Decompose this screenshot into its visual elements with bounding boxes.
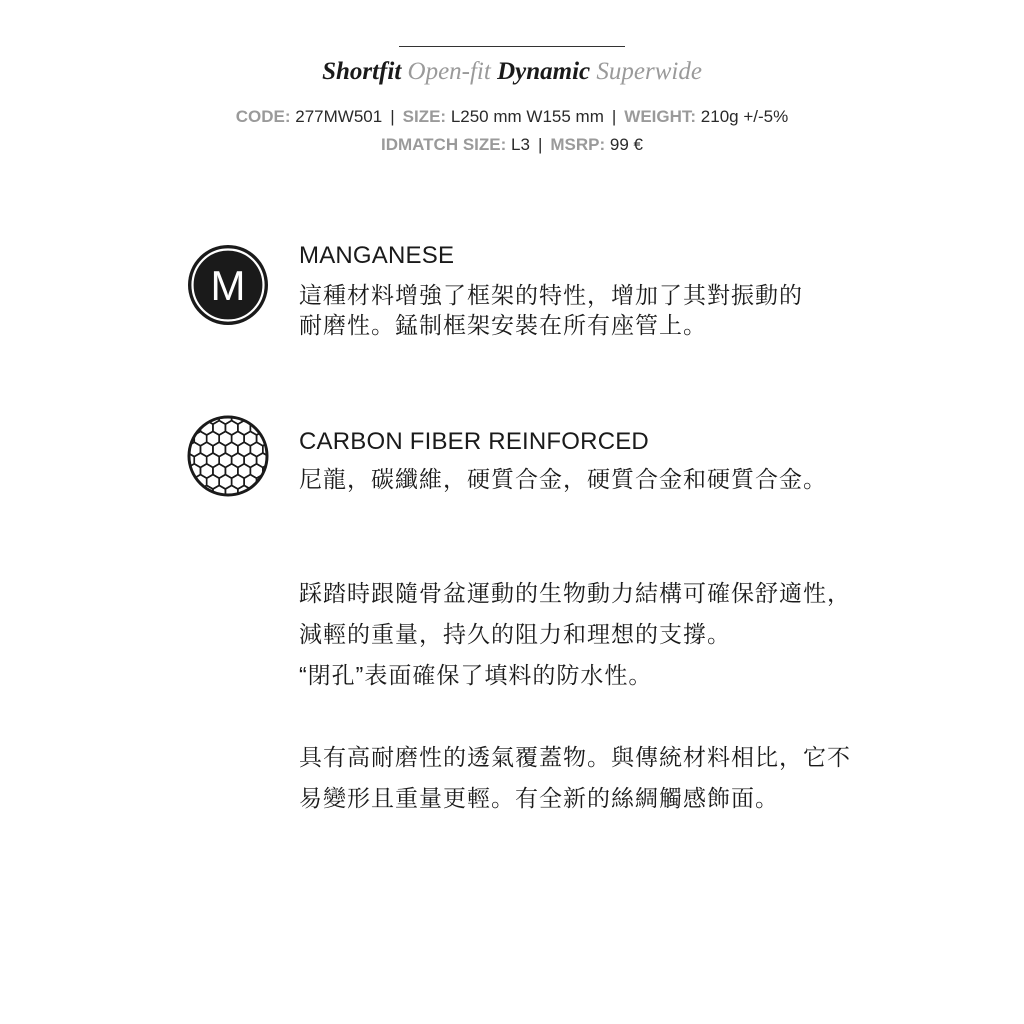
paragraph-line: 具有高耐磨性的透氣覆蓋物。與傳統材料相比，它不 — [299, 744, 851, 770]
hex-cell — [269, 414, 270, 424]
title-openfit: Open-fit — [407, 58, 491, 85]
hex-cell — [186, 414, 194, 424]
feature-text-line: 尼龍，碳纖維，硬質合金，硬質合金和硬質合金。 — [299, 466, 827, 492]
title-superwide: Superwide — [596, 58, 702, 85]
hex-cell — [186, 485, 188, 498]
feature-text-carbon — [299, 464, 827, 494]
feature-title-manganese: MANGANESE — [299, 242, 455, 269]
paragraph-line: 減輕的重量，持久的阻力和理想的支撐。 — [299, 621, 731, 647]
hex-cell — [186, 464, 188, 478]
hex-cell — [194, 496, 206, 498]
hex-cell — [188, 485, 200, 498]
spec-separator: | — [537, 135, 543, 154]
hex-cell — [257, 496, 269, 498]
hex-cell — [207, 496, 219, 498]
hex-cell — [269, 431, 270, 445]
feature-title-carbon: CARBON FIBER REINFORCED — [299, 428, 649, 455]
spec-line-1 — [0, 107, 1024, 127]
title-dynamic: Dynamic — [497, 58, 591, 85]
manganese-icon — [186, 243, 270, 327]
spec-separator: | — [390, 107, 395, 126]
hex-cell — [232, 496, 244, 498]
paragraph-line: 易變形且重量更輕。有全新的絲綢觸感飾面。 — [299, 785, 779, 811]
hex-cell — [263, 421, 270, 435]
hex-cell — [263, 485, 270, 498]
size-label: SIZE: — [402, 107, 447, 126]
feature-text-manganese — [299, 280, 803, 340]
hex-cell — [257, 414, 269, 424]
spec-separator: | — [611, 107, 617, 126]
idmatch-value: L3 — [511, 135, 530, 154]
hex-cell — [186, 496, 194, 498]
msrp-label: MSRP: — [550, 135, 606, 154]
hex-cell — [219, 496, 231, 498]
top-divider — [399, 46, 625, 47]
feature-text-line: 耐磨性。錳制框架安裝在所有座管上。 — [299, 312, 707, 338]
hex-cell — [186, 421, 188, 435]
description-paragraph-1 — [299, 573, 851, 696]
weight-label: WEIGHT: — [624, 107, 697, 126]
paragraph-line: “閉孔”表面確保了填料的防水性。 — [299, 662, 653, 688]
hex-cell — [269, 475, 270, 489]
title-shortfit: Shortfit — [322, 58, 402, 85]
hex-cell — [194, 414, 206, 424]
carbon-fiber-icon — [186, 414, 270, 498]
size-value: L250 mm W155 mm — [450, 107, 604, 126]
paragraph-line: 踩踏時跟隨骨盆運動的生物動力結構可確保舒適性， — [299, 580, 851, 606]
code-value: 277MW501 — [295, 107, 383, 126]
description-paragraph-2 — [299, 737, 851, 819]
manganese-icon-letter: M — [210, 262, 246, 309]
model-title — [0, 58, 1024, 86]
msrp-value: 99 € — [609, 135, 643, 154]
weight-value: 210g +/-5% — [700, 107, 789, 126]
spec-line-2 — [0, 135, 1024, 155]
feature-text-line: 這種材料增強了框架的特性，增加了其對振動的 — [299, 282, 803, 308]
hex-cell — [269, 496, 270, 498]
hex-cell — [186, 475, 194, 489]
code-label: CODE: — [235, 107, 291, 126]
idmatch-label: IDMATCH SIZE: — [381, 135, 507, 154]
hex-cell — [244, 496, 256, 498]
hex-cell — [269, 453, 270, 467]
